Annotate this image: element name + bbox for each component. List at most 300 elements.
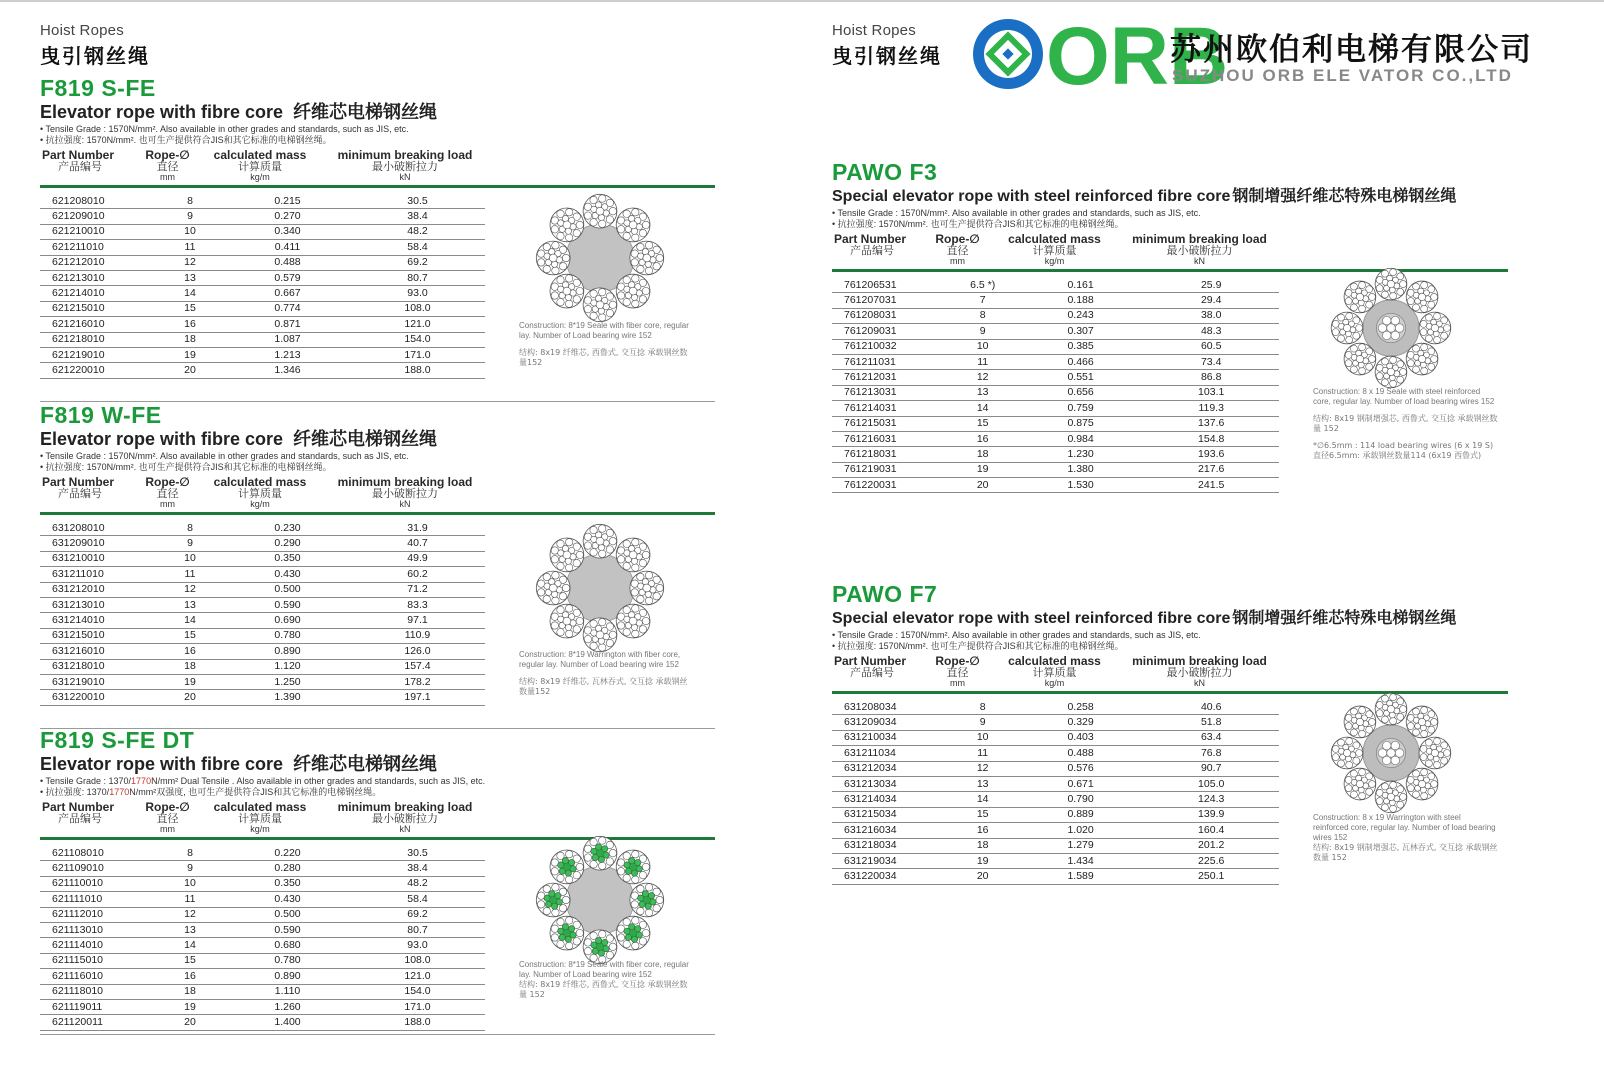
wire [551, 622, 558, 629]
wire-green [629, 858, 635, 864]
col-load-cn: 最小破断拉力 [372, 487, 438, 500]
cell-breaking-load: 29.4 [1143, 293, 1279, 308]
wire [639, 559, 646, 566]
col-load-en: minimum breaking load [1132, 654, 1267, 668]
diagram-caption [519, 960, 694, 1000]
col-part [42, 801, 114, 825]
wire [565, 605, 572, 612]
wire-green [596, 844, 602, 850]
cell-mass: 0.890 [225, 969, 350, 984]
col-part-cn: 产品编号 [58, 487, 102, 500]
cell-mass: 0.270 [225, 209, 350, 224]
wire [1353, 757, 1360, 764]
col-part-cn: 产品编号 [58, 812, 102, 825]
wire-green [596, 938, 602, 944]
center-wire [1418, 780, 1425, 787]
wire-green [559, 868, 565, 874]
wire [1381, 804, 1388, 811]
cell-mass: 0.890 [225, 644, 350, 659]
cell-diameter: 9 [155, 209, 225, 224]
wire-green [624, 862, 630, 868]
wire [1359, 305, 1366, 312]
section-title: PAWO F3 [832, 159, 938, 185]
subtitle-cn: 纤维芯电梯钢丝绳 [293, 102, 438, 123]
cell-part-number: 621115010 [40, 953, 155, 968]
cell-breaking-load: 108.0 [350, 301, 485, 316]
caption-note: *∅6.5mm : 114 load bearing wires (6 x 19 S) 直径6.5mm: 承载钢丝数量114 (6x19 西鲁式) [1313, 441, 1494, 460]
wire [606, 639, 613, 646]
cell-breaking-load: 188.0 [350, 363, 485, 378]
wire [1431, 293, 1438, 300]
wire [565, 275, 572, 282]
wire [645, 267, 652, 274]
diagram-caption [1313, 387, 1498, 461]
wire [645, 597, 652, 604]
table-row [40, 938, 485, 953]
cell-part-number: 631220034 [832, 869, 948, 884]
cell-part-number: 631214034 [832, 792, 948, 807]
note-cn-a: • 抗拉强度: 1370/ [40, 787, 110, 797]
wire [557, 628, 564, 635]
cell-breaking-load: 48.3 [1143, 324, 1279, 339]
cell-diameter: 14 [155, 938, 225, 953]
wire-green [625, 868, 631, 874]
cell-breaking-load: 105.0 [1143, 776, 1279, 791]
wire [1350, 366, 1357, 373]
col-load-en: minimum breaking load [1132, 232, 1267, 246]
cell-breaking-load: 69.2 [350, 907, 485, 922]
table-row [40, 999, 485, 1014]
col-dia [930, 233, 985, 266]
cell-part-number: 621210010 [40, 224, 155, 239]
cell-part-number: 621208010 [40, 194, 155, 209]
cell-breaking-load: 73.4 [1143, 354, 1279, 369]
cell-mass: 0.590 [225, 922, 350, 937]
cell-diameter: 9 [155, 861, 225, 876]
col-dia [930, 655, 985, 688]
cell-mass: 1.087 [225, 332, 350, 347]
cell-breaking-load: 154.8 [1143, 431, 1279, 446]
cell-mass: 0.759 [1018, 401, 1144, 416]
cell-part-number: 631208034 [832, 700, 948, 715]
caption-cn: 结构: 8x19 纤维芯, 瓦林吞式, 交互捻 承载钢丝数量152 [519, 677, 688, 696]
cell-part-number: 761207031 [832, 293, 948, 308]
note-cn: • 抗拉强度: 1570N/mm². 也可生产提供符合JIS和其它标准的电梯钢丝绳。 [832, 641, 1124, 651]
cell-mass: 0.350 [225, 551, 350, 566]
wire [573, 626, 580, 633]
wire [557, 232, 564, 239]
cell-diameter: 16 [155, 317, 225, 332]
logo-letters: ORB [1046, 16, 1229, 92]
center-wire [1431, 749, 1438, 756]
cell-breaking-load: 110.9 [350, 628, 485, 643]
wire [551, 868, 558, 875]
wire [1400, 368, 1407, 375]
wire [642, 287, 649, 294]
note-cn: • 抗拉强度: 1570N/mm². 也可生产提供符合JIS和其它标准的电梯钢丝绳。 [832, 219, 1124, 229]
wire [557, 562, 564, 569]
caption-en: Construction: 8*19 Seale with fiber core, regular lay. Number of Load bearing wire 152 [519, 321, 689, 340]
cell-breaking-load: 225.6 [1143, 853, 1279, 868]
center-wire [629, 617, 637, 625]
table-row [832, 308, 1279, 323]
wire [543, 265, 550, 272]
cell-mass: 1.020 [1018, 823, 1144, 838]
cell-diameter: 9 [948, 715, 1018, 730]
wire [1390, 805, 1397, 812]
cell-mass: 0.430 [225, 567, 350, 582]
header-rule [40, 512, 715, 515]
wire [557, 874, 564, 881]
cell-diameter: 8 [155, 521, 225, 536]
wire [1397, 713, 1404, 720]
wire [576, 551, 583, 558]
cell-diameter: 20 [948, 478, 1018, 493]
cell-mass: 1.213 [225, 347, 350, 362]
wire [1434, 761, 1441, 768]
cell-mass: 1.380 [1018, 462, 1144, 477]
wire [645, 242, 652, 249]
cell-breaking-load: 121.0 [350, 317, 485, 332]
wire [573, 938, 580, 945]
subtitle-cn: 钢制增强纤维芯特殊电梯钢丝绳 [1232, 186, 1457, 205]
col-load [1122, 655, 1277, 688]
wire [1366, 363, 1373, 370]
col-mass-en: calculated mass [213, 800, 307, 814]
center-wire [1418, 355, 1425, 362]
col-mass-cn: 计算质量 [238, 487, 282, 500]
wire [617, 556, 624, 563]
wire [1407, 723, 1414, 730]
section-subtitle [40, 428, 720, 451]
center-wire [1356, 355, 1363, 362]
cell-part-number: 621214010 [40, 286, 155, 301]
wire [623, 628, 630, 635]
cell-breaking-load: 83.3 [350, 597, 485, 612]
wire [537, 901, 544, 908]
wire [632, 234, 639, 241]
wire-green [570, 932, 576, 938]
wire [1366, 301, 1373, 308]
wire [639, 229, 646, 236]
wire [1425, 335, 1432, 342]
cell-mass: 1.390 [225, 690, 350, 705]
cell-breaking-load: 30.5 [350, 194, 485, 209]
col-dia-en: Rope-∅ [145, 800, 190, 814]
table-row [40, 674, 485, 689]
wire [656, 896, 663, 903]
table-row [832, 761, 1279, 776]
wire [623, 874, 630, 881]
table-row [832, 278, 1279, 293]
wire-green [563, 924, 569, 930]
wire [1441, 332, 1448, 339]
note-cn-red: 1770 [109, 787, 130, 797]
wire [1413, 366, 1420, 373]
wire [642, 221, 649, 228]
cell-diameter: 14 [155, 286, 225, 301]
table-row [832, 324, 1279, 339]
wire [1434, 336, 1441, 343]
wire [631, 259, 638, 266]
wire [1397, 376, 1404, 383]
wire [617, 226, 624, 233]
cell-part-number: 621218010 [40, 332, 155, 347]
cell-mass: 1.120 [225, 659, 350, 674]
col-mass-unit: kg/m [250, 824, 270, 834]
cell-mass: 0.671 [1018, 776, 1144, 791]
wire [606, 858, 613, 865]
center-wire [596, 207, 604, 215]
section-subtitle [832, 185, 1532, 208]
cell-breaking-load: 178.2 [350, 674, 485, 689]
col-dia [140, 801, 195, 834]
col-load [330, 149, 480, 182]
cell-diameter: 11 [948, 746, 1018, 761]
wire [1413, 791, 1420, 798]
header-rule [40, 185, 715, 188]
cell-mass: 0.780 [225, 628, 350, 643]
cell-mass: 0.656 [1018, 385, 1144, 400]
col-load-cn: 最小破断拉力 [1166, 244, 1233, 257]
section-title: F819 S-FE DT [40, 727, 195, 753]
cell-mass: 0.161 [1018, 278, 1144, 293]
wire [599, 862, 606, 869]
note-en-red: 1770 [131, 776, 152, 786]
wire-green [559, 934, 565, 940]
cell-diameter: 10 [948, 339, 1018, 354]
wire [565, 876, 572, 883]
cell-diameter: 15 [948, 807, 1018, 822]
data-table [832, 278, 1279, 493]
col-load-cn: 最小破断拉力 [372, 812, 438, 825]
center-wire [1431, 324, 1438, 331]
wire [1407, 298, 1414, 305]
data-table [40, 521, 485, 706]
cell-diameter: 13 [155, 922, 225, 937]
cell-diameter: 18 [948, 838, 1018, 853]
wire [1390, 782, 1397, 789]
wire [632, 564, 639, 571]
col-dia-en: Rope-∅ [145, 148, 190, 162]
table-row [40, 224, 485, 239]
wire [609, 943, 616, 950]
subtitle-cn: 纤维芯电梯钢丝绳 [293, 429, 438, 450]
table-row [40, 907, 485, 922]
table-row [40, 861, 485, 876]
cell-breaking-load: 154.0 [350, 332, 485, 347]
wire [609, 537, 616, 544]
cell-breaking-load: 124.3 [1143, 792, 1279, 807]
wire-green [552, 903, 558, 909]
wire [573, 296, 580, 303]
cell-part-number: 761208031 [832, 308, 948, 323]
wire [552, 267, 559, 274]
col-part-en: Part Number [42, 800, 115, 814]
wire [1421, 707, 1428, 714]
cell-mass: 1.260 [225, 999, 350, 1014]
wire [645, 909, 652, 916]
col-part [834, 233, 906, 257]
col-mass-en: calculated mass [1008, 232, 1101, 246]
note-en: • Tensile Grade : 1570N/mm². Also available in other grades and standards, such as JIS, etc. [40, 124, 409, 134]
rope-cross-section-diagram [535, 835, 665, 965]
cell-part-number: 621220010 [40, 363, 155, 378]
wire [609, 207, 616, 214]
center-wire [1387, 793, 1394, 800]
center-wire [1356, 293, 1363, 300]
table-row [832, 715, 1279, 730]
cell-mass: 0.984 [1018, 431, 1144, 446]
table-row [832, 293, 1279, 308]
center-wire [1343, 749, 1350, 756]
left-page [0, 0, 770, 1072]
wire [632, 209, 639, 216]
cell-part-number: 631216034 [832, 823, 948, 838]
cell-mass: 0.680 [225, 938, 350, 953]
cell-breaking-load: 86.8 [1143, 370, 1279, 385]
cell-part-number: 761212031 [832, 370, 948, 385]
caption-cn: 结构: 8x19 钢制增强芯, 瓦林吞式, 交互捻 承载钢丝数量 152 [1313, 843, 1498, 862]
col-load-unit: kN [399, 499, 411, 509]
wire [552, 572, 559, 579]
cell-diameter: 8 [155, 846, 225, 861]
wire [1428, 301, 1435, 308]
col-load-cn: 最小破断拉力 [1166, 666, 1233, 679]
column-headers [40, 476, 720, 512]
cell-diameter: 18 [948, 447, 1018, 462]
wire [562, 896, 569, 903]
wire [1421, 344, 1428, 351]
cell-part-number: 621111010 [40, 892, 155, 907]
wire [1420, 329, 1427, 336]
wire-green [645, 903, 651, 909]
wire [1345, 723, 1352, 730]
cell-part-number: 621113010 [40, 922, 155, 937]
cell-breaking-load: 93.0 [350, 286, 485, 301]
wire [599, 288, 606, 295]
wire-green [635, 860, 641, 866]
wire [1421, 792, 1428, 799]
note-cn: • 抗拉强度: 1570N/mm². 也可生产提供符合JIS和其它标准的电梯钢丝绳。 [40, 135, 332, 145]
wire [617, 292, 624, 299]
cell-diameter: 19 [948, 853, 1018, 868]
cell-breaking-load: 25.9 [1143, 278, 1279, 293]
table-row [832, 792, 1279, 807]
subtitle-cn: 纤维芯电梯钢丝绳 [293, 754, 438, 775]
wire [551, 556, 558, 563]
cell-mass: 0.385 [1018, 339, 1144, 354]
left-header [40, 22, 150, 69]
col-dia-unit: mm [950, 678, 965, 688]
cell-mass: 1.250 [225, 674, 350, 689]
table-row [832, 416, 1279, 431]
wire [1428, 788, 1435, 795]
wire [573, 229, 580, 236]
wire [656, 254, 663, 261]
wire-green [602, 846, 608, 852]
note-en-c: N/mm² Dual Tensile . Also available in other grades and standards, such as JIS, etc. [151, 776, 486, 786]
wire [590, 549, 597, 556]
wire-green [602, 939, 608, 945]
col-mass [205, 476, 315, 509]
section-title: F819 W-FE [40, 402, 162, 428]
wire-green [603, 852, 609, 858]
cell-part-number: 761213031 [832, 385, 948, 400]
cell-diameter: 11 [155, 240, 225, 255]
col-part [834, 655, 906, 679]
wire [623, 940, 630, 947]
wire [645, 884, 652, 891]
wire-green [636, 866, 642, 872]
cell-part-number: 631220010 [40, 690, 155, 705]
cell-part-number: 621219010 [40, 347, 155, 362]
col-part-cn: 产品编号 [850, 244, 894, 257]
wire [552, 909, 559, 916]
cell-mass: 0.243 [1018, 308, 1144, 323]
wire [1338, 335, 1345, 342]
table-row [832, 354, 1279, 369]
cell-breaking-load: 48.2 [350, 876, 485, 891]
wire [537, 259, 544, 266]
table-row [40, 551, 485, 566]
cell-mass: 1.589 [1018, 869, 1144, 884]
wire [1346, 738, 1353, 745]
cell-diameter: 18 [155, 332, 225, 347]
col-mass-cn: 计算质量 [1032, 666, 1077, 679]
header-cn: 曳引钢丝绳 [40, 44, 150, 68]
table-row [832, 431, 1279, 446]
wire-green [558, 928, 564, 934]
wire [599, 837, 606, 844]
cell-breaking-load: 137.6 [1143, 416, 1279, 431]
table-row [40, 317, 485, 332]
note-en [40, 776, 720, 787]
wire-green [591, 848, 597, 854]
wire [1390, 269, 1397, 276]
col-dia-cn: 直径 [156, 160, 179, 173]
cell-part-number: 621213010 [40, 270, 155, 285]
wire [590, 312, 597, 319]
cell-breaking-load: 93.0 [350, 938, 485, 953]
wire [642, 863, 649, 870]
wire [1390, 694, 1397, 701]
cell-mass: 0.667 [225, 286, 350, 301]
cell-part-number: 631208010 [40, 521, 155, 536]
wire [1421, 367, 1428, 374]
table-row [40, 953, 485, 968]
wire-green [569, 926, 575, 932]
cell-diameter: 16 [155, 644, 225, 659]
cell-breaking-load: 154.0 [350, 984, 485, 999]
cell-breaking-load: 103.1 [1143, 385, 1279, 400]
wire [1400, 793, 1407, 800]
cell-mass: 0.690 [225, 613, 350, 628]
wire [1350, 304, 1357, 311]
cell-part-number: 621212010 [40, 255, 155, 270]
wire [642, 617, 649, 624]
col-dia-en: Rope-∅ [935, 654, 980, 668]
col-dia [140, 476, 195, 509]
cell-mass: 0.774 [225, 301, 350, 316]
cell-part-number: 761215031 [832, 416, 948, 431]
diagram-caption [519, 650, 694, 697]
wire-green [598, 950, 604, 956]
wire-green [592, 855, 598, 861]
wire [1359, 707, 1366, 714]
wire [1369, 781, 1376, 788]
wire [1359, 730, 1366, 737]
